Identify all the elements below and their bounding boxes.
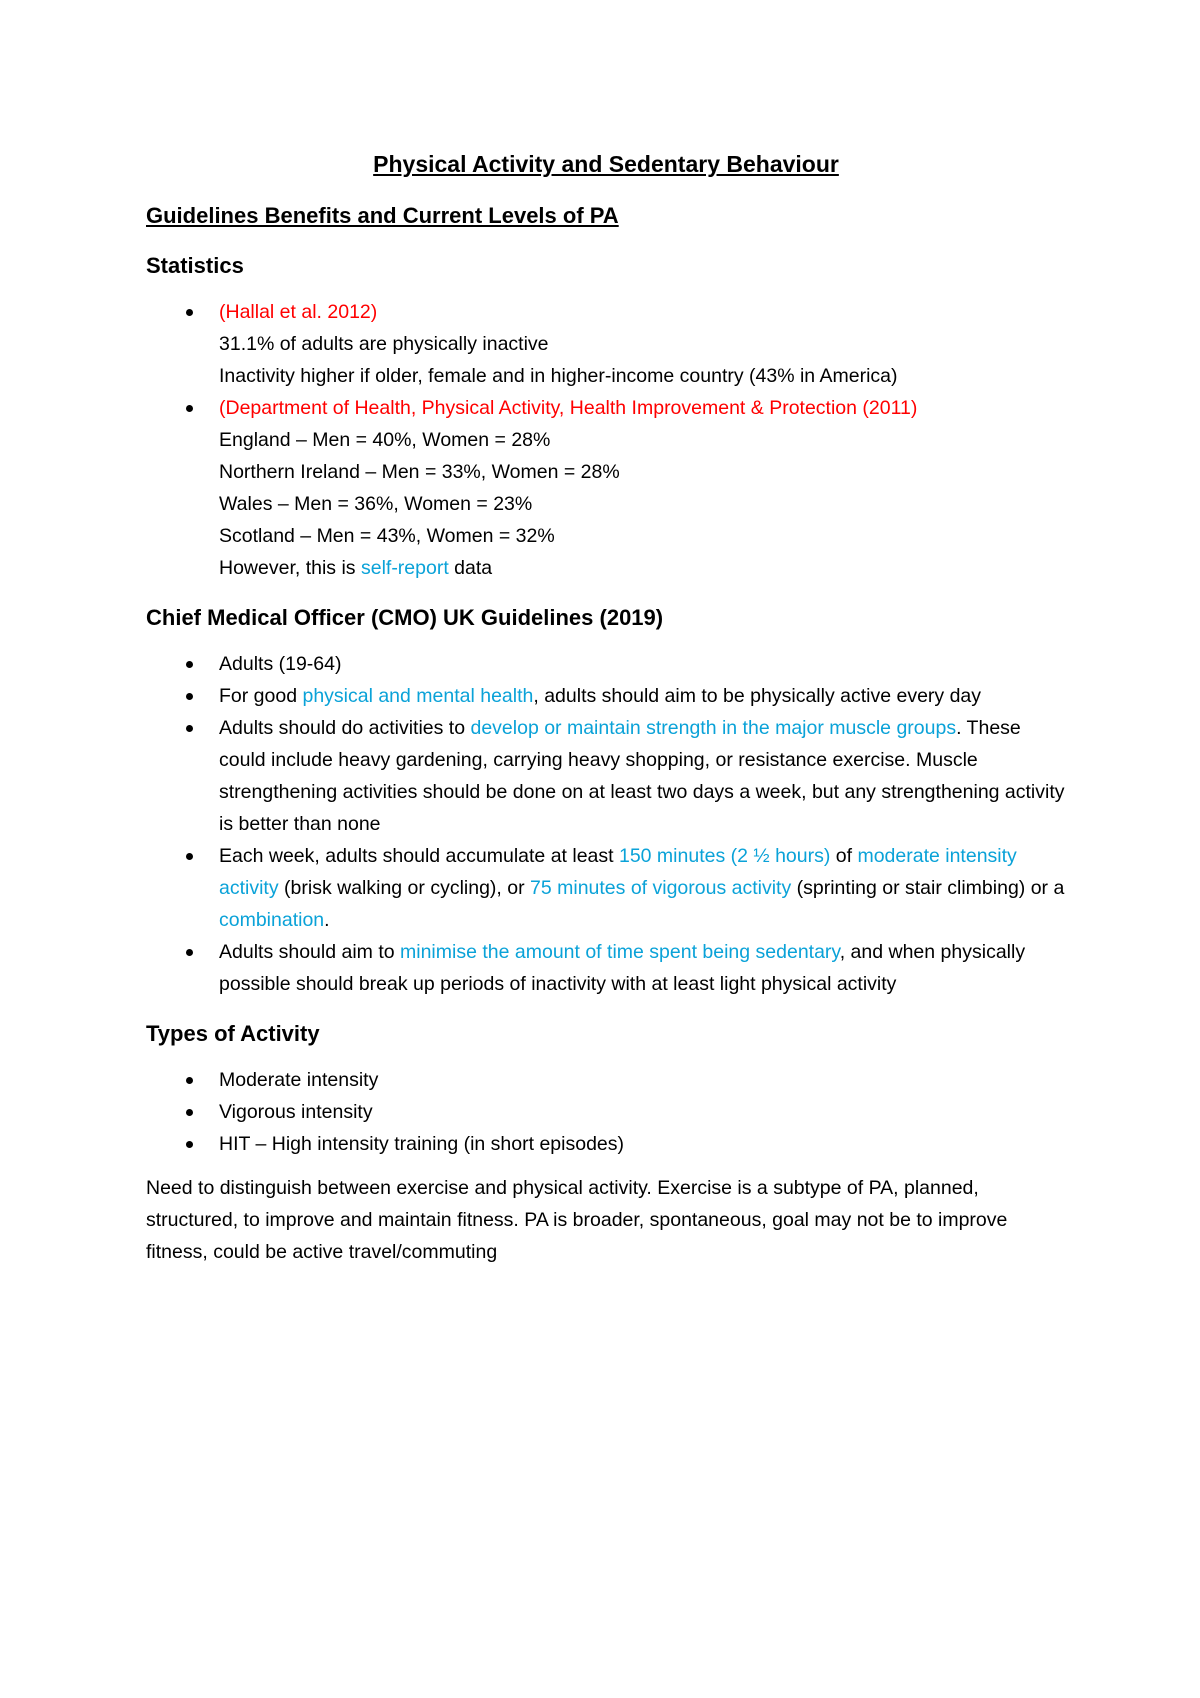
list-item <box>146 296 1066 392</box>
text-fragment: For good <box>219 685 303 707</box>
highlight-text: moderate intensity activity <box>219 845 1017 899</box>
bullet-icon <box>186 725 193 732</box>
text-fragment: (brisk walking or cycling), or <box>278 877 531 899</box>
stat-line: England – Men = 40%, Women = 28% <box>219 429 551 451</box>
list-item <box>146 1128 1066 1160</box>
text-fragment: , adults should aim to be physically active every day <box>533 685 982 707</box>
text-fragment: data <box>448 557 493 579</box>
text-fragment: (sprinting or stair climbing) or a <box>791 877 1065 899</box>
bullet-icon <box>186 309 193 316</box>
stat-line: 31.1% of adults are physically inactive <box>219 333 549 355</box>
list-item <box>146 936 1066 1000</box>
stat-line: Inactivity higher if older, female and in higher-income country (43% in America) <box>219 365 898 387</box>
highlight-text: physical and mental health <box>302 685 534 707</box>
bullet-text: HIT – High intensity training (in short episodes) <box>219 1133 624 1155</box>
text-fragment: Adults should do activities to <box>219 717 471 739</box>
bullet-text: Adults (19-64) <box>219 653 342 675</box>
highlight-text: self-report <box>360 557 449 579</box>
bullet-icon <box>186 661 193 668</box>
bullet-icon <box>186 949 193 956</box>
text-fragment: However, this is <box>219 557 361 579</box>
stat-line: Scotland – Men = 43%, Women = 32% <box>219 525 555 547</box>
document-page <box>146 146 1066 1268</box>
statistics-heading: Statistics <box>146 253 244 278</box>
types-heading: Types of Activity <box>146 1021 320 1046</box>
bullet-icon <box>186 693 193 700</box>
text-fragment: . These could include heavy gardening, carrying heavy shopping, or resistance exercise. Muscle strengthening activities should be done on at least two days a week, but any strengthening activity is better than none <box>219 717 1065 835</box>
document-title: Physical Activity and Sedentary Behaviour <box>373 151 839 177</box>
bullet-icon <box>186 853 193 860</box>
highlight-text: combination <box>219 909 325 931</box>
citation: (Hallal et al. 2012) <box>219 301 378 323</box>
bullet-text: Vigorous intensity <box>219 1101 373 1123</box>
highlight-text: develop or maintain strength in the major muscle groups <box>470 717 957 739</box>
text-fragment: . <box>324 909 330 931</box>
types-list <box>146 1064 1066 1160</box>
bullet-icon <box>186 1077 193 1084</box>
list-item <box>146 648 1066 680</box>
stat-line: Northern Ireland – Men = 33%, Women = 28% <box>219 461 620 483</box>
list-item <box>146 392 1066 584</box>
stat-line: Wales – Men = 36%, Women = 23% <box>219 493 533 515</box>
stat-line <box>219 552 1066 584</box>
list-item <box>146 1064 1066 1096</box>
document-subtitle: Guidelines Benefits and Current Levels of PA <box>146 203 619 228</box>
highlight-text: 150 minutes (2 ½ hours) <box>618 845 831 867</box>
list-item <box>146 840 1066 936</box>
list-item <box>146 680 1066 712</box>
statistics-list <box>146 296 1066 584</box>
text-fragment: Adults should aim to <box>219 941 401 963</box>
highlight-text: 75 minutes of vigorous activity <box>530 877 792 899</box>
closing-paragraph: Need to distinguish between exercise and physical activity. Exercise is a subtype of PA, planned, structured, to improve and maintain fitness. PA is broader, spontaneous, goal may not be to improve fitness, could be active travel/commuting <box>146 1177 1008 1263</box>
cmo-heading: Chief Medical Officer (CMO) UK Guidelines (2019) <box>146 605 664 630</box>
citation: (Department of Health, Physical Activity, Health Improvement & Protection (2011) <box>219 397 918 419</box>
bullet-icon <box>186 405 193 412</box>
highlight-text: minimise the amount of time spent being sedentary <box>400 941 840 963</box>
bullet-text: Moderate intensity <box>219 1069 379 1091</box>
bullet-icon <box>186 1141 193 1148</box>
text-fragment: , and when physically possible should break up periods of inactivity with at least light physical activity <box>219 941 1026 995</box>
bullet-icon <box>186 1109 193 1116</box>
list-item <box>146 712 1066 840</box>
text-fragment: Each week, adults should accumulate at least <box>219 845 619 867</box>
text-fragment: of <box>830 845 858 867</box>
list-item <box>146 1096 1066 1128</box>
cmo-list <box>146 648 1066 1000</box>
